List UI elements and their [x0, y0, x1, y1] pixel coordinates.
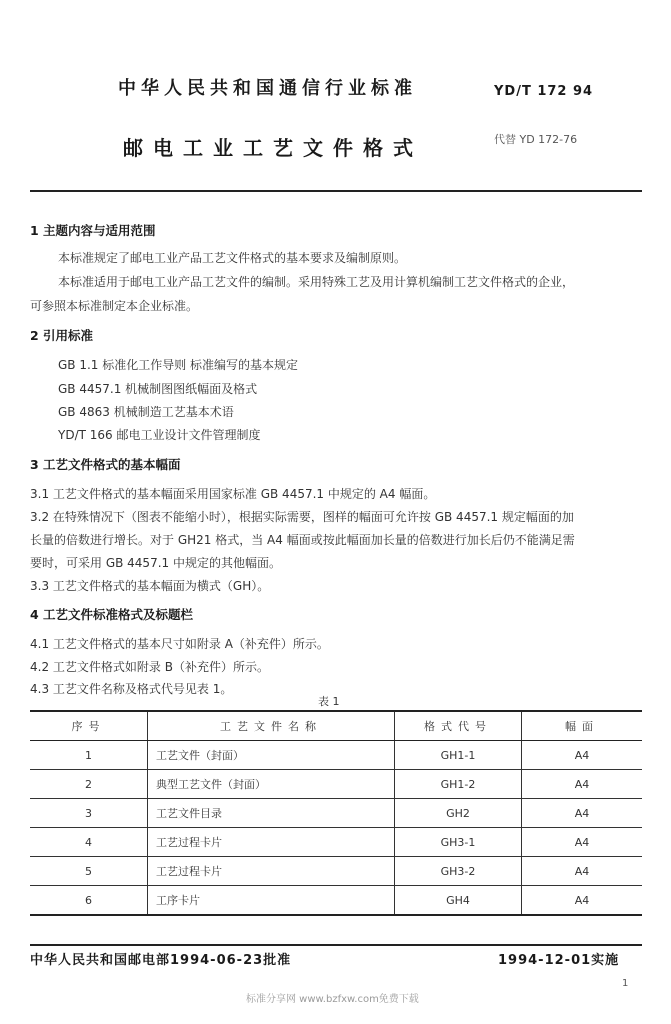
format-code: GH2	[395, 799, 522, 828]
page-number: 1	[622, 978, 629, 989]
section-1-paragraph: 可参照本标准制定本企业标准。	[30, 299, 199, 313]
table-header-row	[30, 711, 642, 741]
format-code: GH4	[395, 886, 522, 916]
clause-4-2: 4.2 工艺文件格式如附录 B（补充件）所示。	[30, 660, 269, 674]
column-header: 格式代号	[395, 711, 522, 741]
sheet-size: A4	[522, 886, 643, 916]
clause-3-1: 3.1 工艺文件格式的基本幅面采用国家标准 GB 4457.1 中规定的 A4 幅面。	[30, 487, 436, 501]
document-name: 工艺文件目录	[148, 799, 395, 828]
column-header: 幅面	[522, 711, 643, 741]
document-name: 工艺过程卡片	[148, 828, 395, 857]
standard-code: YD/T 172 94	[494, 84, 594, 99]
document-name: 工艺文件（封面）	[148, 741, 395, 770]
section-1-paragraph: 本标准适用于邮电工业产品工艺文件的编制。采用特殊工艺及用计算机编制工艺文件格式的企业，	[58, 275, 575, 289]
format-code: GH3-1	[395, 828, 522, 857]
standard-header-title: 中华人民共和国通信行业标准	[118, 78, 417, 99]
table-row	[30, 799, 642, 828]
table-row	[30, 857, 642, 886]
format-code: GH3-2	[395, 857, 522, 886]
section-3-heading: 3 工艺文件格式的基本幅面	[30, 457, 181, 472]
column-header: 序号	[30, 711, 148, 741]
document-name: 典型工艺文件（封面）	[148, 770, 395, 799]
sheet-size: A4	[522, 799, 643, 828]
header-divider	[30, 190, 642, 192]
document-name: 工序卡片	[148, 886, 395, 916]
clause-3-2: 3.2 在特殊情况下（图表不能缩小时），根据实际需要，图样的幅面可允许按 GB 4457.1 规定幅面的加	[30, 510, 574, 524]
sheet-size: A4	[522, 770, 643, 799]
row-number: 4	[30, 828, 148, 857]
row-number: 2	[30, 770, 148, 799]
table-row	[30, 770, 642, 799]
reference-standard: YD/T 166 邮电工业设计文件管理制度	[58, 428, 261, 442]
table-row	[30, 828, 642, 857]
section-1-paragraph: 本标准规定了邮电工业产品工艺文件格式的基本要求及编制原则。	[58, 251, 407, 265]
document-title: 邮电工业工艺文件格式	[123, 136, 423, 160]
section-1-heading: 1 主题内容与适用范围	[30, 223, 156, 238]
clause-3-2-cont: 长量的倍数进行增长。对于 GH21 格式，当 A4 幅面或按此幅面加长量的倍数进行加长后仍不能满足需	[30, 533, 575, 547]
row-number: 5	[30, 857, 148, 886]
format-table	[30, 710, 642, 916]
effective-date: 1994-12-01实施	[498, 953, 620, 968]
sheet-size: A4	[522, 857, 643, 886]
reference-standard: GB 4457.1 机械制图图纸幅面及格式	[58, 382, 258, 396]
reference-standard: GB 1.1 标准化工作导则 标准编写的基本规定	[58, 358, 299, 372]
approval-info: 中华人民共和国邮电部1994-06-23批准	[30, 953, 292, 968]
document-name: 工艺过程卡片	[148, 857, 395, 886]
row-number: 6	[30, 886, 148, 916]
footer-divider	[30, 944, 642, 946]
table-caption: 表 1	[318, 695, 340, 708]
sheet-size: A4	[522, 741, 643, 770]
row-number: 3	[30, 799, 148, 828]
clause-4-3: 4.3 工艺文件名称及格式代号见表 1。	[30, 682, 233, 696]
section-2-heading: 2 引用标准	[30, 328, 94, 343]
clause-3-3: 3.3 工艺文件格式的基本幅面为横式（GH）。	[30, 579, 270, 593]
reference-standard: GB 4863 机械制造工艺基本术语	[58, 405, 234, 419]
format-code: GH1-1	[395, 741, 522, 770]
replaces-standard: 代替 YD 172-76	[494, 133, 578, 146]
table-row	[30, 886, 642, 916]
clause-4-1: 4.1 工艺文件格式的基本尺寸如附录 A（补充件）所示。	[30, 637, 329, 651]
watermark-text: 标准分享网 www.bzfxw.com免费下载	[246, 994, 419, 1005]
sheet-size: A4	[522, 828, 643, 857]
column-header: 工艺文件名称	[148, 711, 395, 741]
clause-3-2-cont: 要时，可采用 GB 4457.1 中规定的其他幅面。	[30, 556, 281, 570]
table-row	[30, 741, 642, 770]
format-code: GH1-2	[395, 770, 522, 799]
section-4-heading: 4 工艺文件标准格式及标题栏	[30, 607, 194, 622]
row-number: 1	[30, 741, 148, 770]
